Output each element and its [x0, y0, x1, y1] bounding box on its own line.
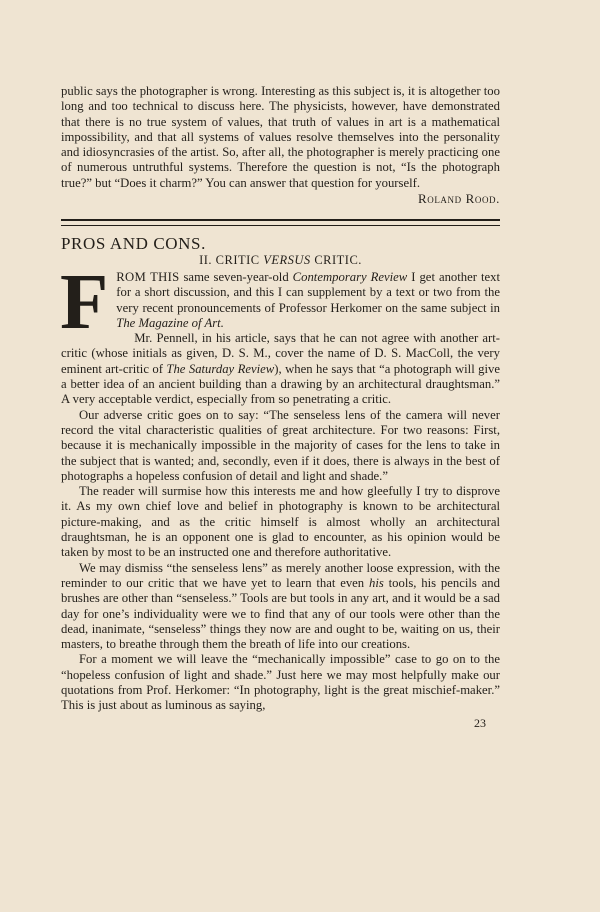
subtitle-pre: II. CRITIC [199, 253, 264, 267]
paragraph-2-text-a: Mr. Pennell, in his article, says that he can not agree with another art-critic (whose initials as given, D. S. M., cover the name of D. S. MacColl, the very eminent art-critic of [61, 331, 500, 376]
paragraph-5-text-a: We may dismiss “the senseless lens” as merely another loose expression, with the reminder to our critic that we have yet to learn that even [61, 560, 500, 590]
author-signature: Roland Rood. [417, 191, 500, 207]
section-divider-thick [61, 219, 500, 221]
paragraph-1-text-a: same seven-year-old [179, 270, 293, 284]
drop-cap: F [60, 259, 109, 346]
section-title: PROS AND CONS. [61, 234, 206, 253]
paragraph-4: The reader will surmise how this interests me and how gleefully I try to disprove it. As my own chief love and belief in photography is known to be architectural picture-making, and as the critic himself is almost wholly an architectural draughtsman, he is an opponent one is glad to encounter, as his opinion would be taken by most to be an instructed one and therefore authoritative. [61, 484, 500, 560]
section-subtitle [61, 253, 500, 268]
paragraph-5 [61, 561, 500, 653]
page-number: 23 [474, 716, 486, 730]
paragraph-2-text-b: ), when he says that “a photograph will give a better idea of an ancient building than a drawing by an architectural draughtsman.” A very acceptable verdict, especially from so penetrating a critic. [61, 361, 500, 407]
paragraph-1-title-2: The Magazine of Art. [116, 315, 224, 330]
paragraph-1-text-b: I get another text for a short discussion, and this I can supplement by a text or two from the very recent pronouncements of Professor Herkomer on the same subject in [116, 270, 500, 315]
closing-paragraph: public says the photographer is wrong. Interesting as this subject is, it is altogether too long and too technical to discuss here. The physicists, however, have demonstrated that there is no true system of values, that truth of values in art is a mathematical impossibility, and that all systems of values resolve themselves into the personality and idiosyncrasies of the artist. So, after all, the photographer is merely practicing one of numerous untruthful systems. Therefore the question is not, “Is the photograph true?” but “Does it charm?” You can answer that question for yourself. [61, 84, 500, 190]
subtitle-emphasis: VERSUS [263, 253, 311, 267]
paragraph-2-title: The Saturday Review [166, 361, 275, 376]
paragraph-3: Our adverse critic goes on to say: “The senseless lens of the camera will never record the vital characteristic qualities of great architecture. For two reasons: First, because it is mechanically impossible in the majority of cases for the lens to take in the subject that is wanted; and, secondly, even if it does, there is always in the best of photographs a hopeless confusion of detail and light and shade.” [61, 407, 500, 483]
paragraph-5-text-b: tools, his pencils and brushes are other than “senseless.” Tools are but tools in any art, and it would be a sad day for one’s individuality were we to find that any of our tools were other than the dead, inanimate, “senseless” things they now are and ought to be, waiting on us, their masters, to breathe through them the breath of life into our creations. [61, 575, 500, 652]
paragraph-2 [61, 331, 500, 407]
top-article-end [61, 84, 500, 206]
section-divider-thin [61, 225, 500, 226]
subtitle-post: CRITIC. [310, 253, 362, 267]
paragraph-1-title-1: Contemporary Review [292, 270, 408, 284]
lead-in: ROM THIS [116, 270, 180, 284]
paragraph-5-emphasis: his [368, 575, 384, 590]
paragraph-6: For a moment we will leave the “mechanically impossible” case to go on to the “hopeless confusion of light and shade.” Just here we may most helpfully make our quotations from Prof. Herkomer: “In photography, light is the great mischief-maker.” This is just about as luminous as saying, [61, 652, 500, 713]
